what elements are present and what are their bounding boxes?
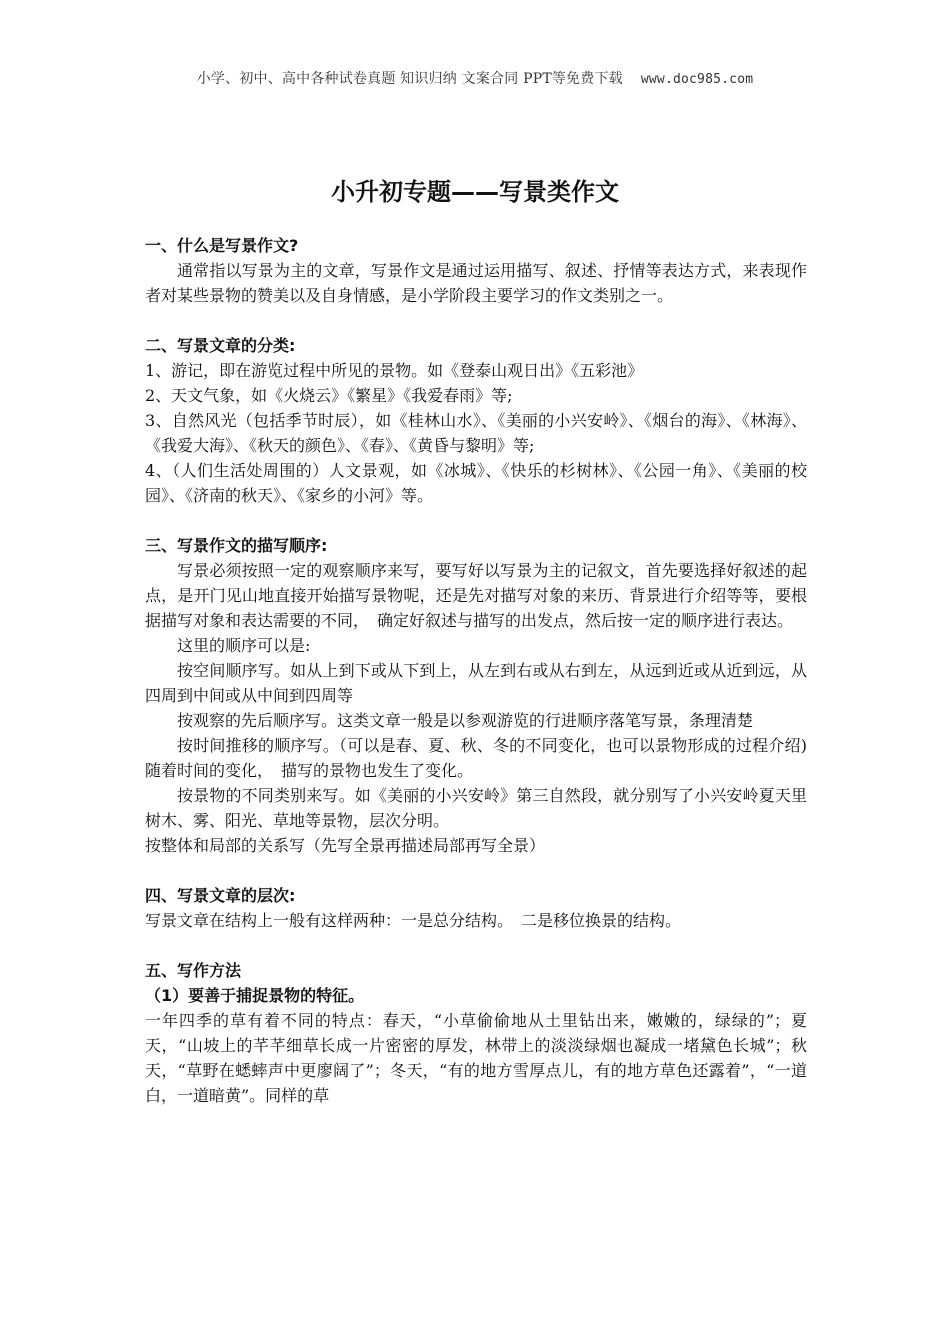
paragraph: 按景物的不同类别来写。如《美丽的小兴安岭》第三自然段，就分别写了小兴安岭夏天里树木、雾、阳光、草地等景物，层次分明。 xyxy=(145,786,807,830)
section-2-heading: 二、写景文章的分类: xyxy=(145,336,296,355)
document-title: 小升初专题——写景类作文 xyxy=(331,178,619,206)
paragraph: 按观察的先后顺序写。这类文章一般是以参观游览的行进顺序落笔写景，条理清楚 xyxy=(177,711,754,730)
header-url[interactable]: www.doc985.com xyxy=(640,72,754,87)
section-5-heading: 五、写作方法 xyxy=(145,961,242,980)
paragraph: 按空间顺序写。如从上到下或从下到上，从左到右或从右到左，从远到近或从近到远，从四周到中间或从中间到四周等 xyxy=(145,661,807,705)
paragraph: 一年四季的草有着不同的特点：春天，“小草偷偷地从土里钻出来，嫩嫩的，绿绿的”；夏天，“山坡上的芊芊细草长成一片密密的厚发，林带上的淡淡绿烟也凝成一堵黛色长城”；秋天，“草野在蟋蟀声中更廖阔了”；冬天，“有的地方雪厚点儿，有的地方草色还露着”，“一道白，一道暗黄”。同样的草 xyxy=(145,1011,807,1105)
document-body xyxy=(145,233,807,1108)
subsection-heading: （1）要善于捕捉景物的特征。 xyxy=(145,986,365,1005)
paragraph: 按时间推移的顺序写。（可以是春、夏、秋、冬的不同变化，也可以景物形成的过程介绍)随着时间的变化， 描写的景物也发生了变化。 xyxy=(145,736,807,780)
paragraph: 通常指以写景为主的文章，写景作文是通过运用描写、叙述、抒情等表达方式，来表现作者对某些景物的赞美以及自身情感，是小学阶段主要学习的作文类别之一。 xyxy=(145,261,807,305)
paragraph: 写景文章在结构上一般有这样两种：一是总分结构。 二是移位换景的结构。 xyxy=(145,911,682,930)
paragraph: 按整体和局部的关系写（先写全景再描述局部再写全景） xyxy=(145,836,546,855)
list-item: 4、（人们生活处周围的）人文景观，如《冰城》、《快乐的杉树林》、《公园一角》、《美丽的校园》、《济南的秋天》、《家乡的小河》等。 xyxy=(145,461,807,505)
list-item: 3、自然风光（包括季节时辰），如《桂林山水》、《美丽的小兴安岭》、《烟台的海》、《林海》、《我爱大海》、《秋天的颜色》、《春》、《黄昏与黎明》等; xyxy=(145,411,807,455)
list-item: 1、游记，即在游览过程中所见的景物。如《登泰山观日出》《五彩池》 xyxy=(145,361,644,380)
paragraph: 这里的顺序可以是: xyxy=(177,636,311,655)
list-item: 2、天文气象，如《火烧云》《繁星》《我爱春雨》等; xyxy=(145,386,513,405)
paragraph: 写景必须按照一定的观察顺序来写，要写好以写景为主的记叙文，首先要选择好叙述的起点，是开门见山地直接开始描写景物呢，还是先对描写对象的来历、背景进行介绍等等，要根据描写对象和表达需要的不同， 确定好叙述与描写的出发点，然后按一定的顺序进行表达。 xyxy=(145,561,807,630)
section-1-heading: 一、什么是写景作文? xyxy=(145,236,299,255)
section-4-heading: 四、写景文章的层次: xyxy=(145,886,296,905)
section-3-heading: 三、写景作文的描写顺序: xyxy=(145,536,328,555)
page-header xyxy=(0,68,950,88)
header-text: 小学、初中、高中各种试卷真题 知识归纳 文案合同 PPT等免费下载 xyxy=(196,71,623,87)
